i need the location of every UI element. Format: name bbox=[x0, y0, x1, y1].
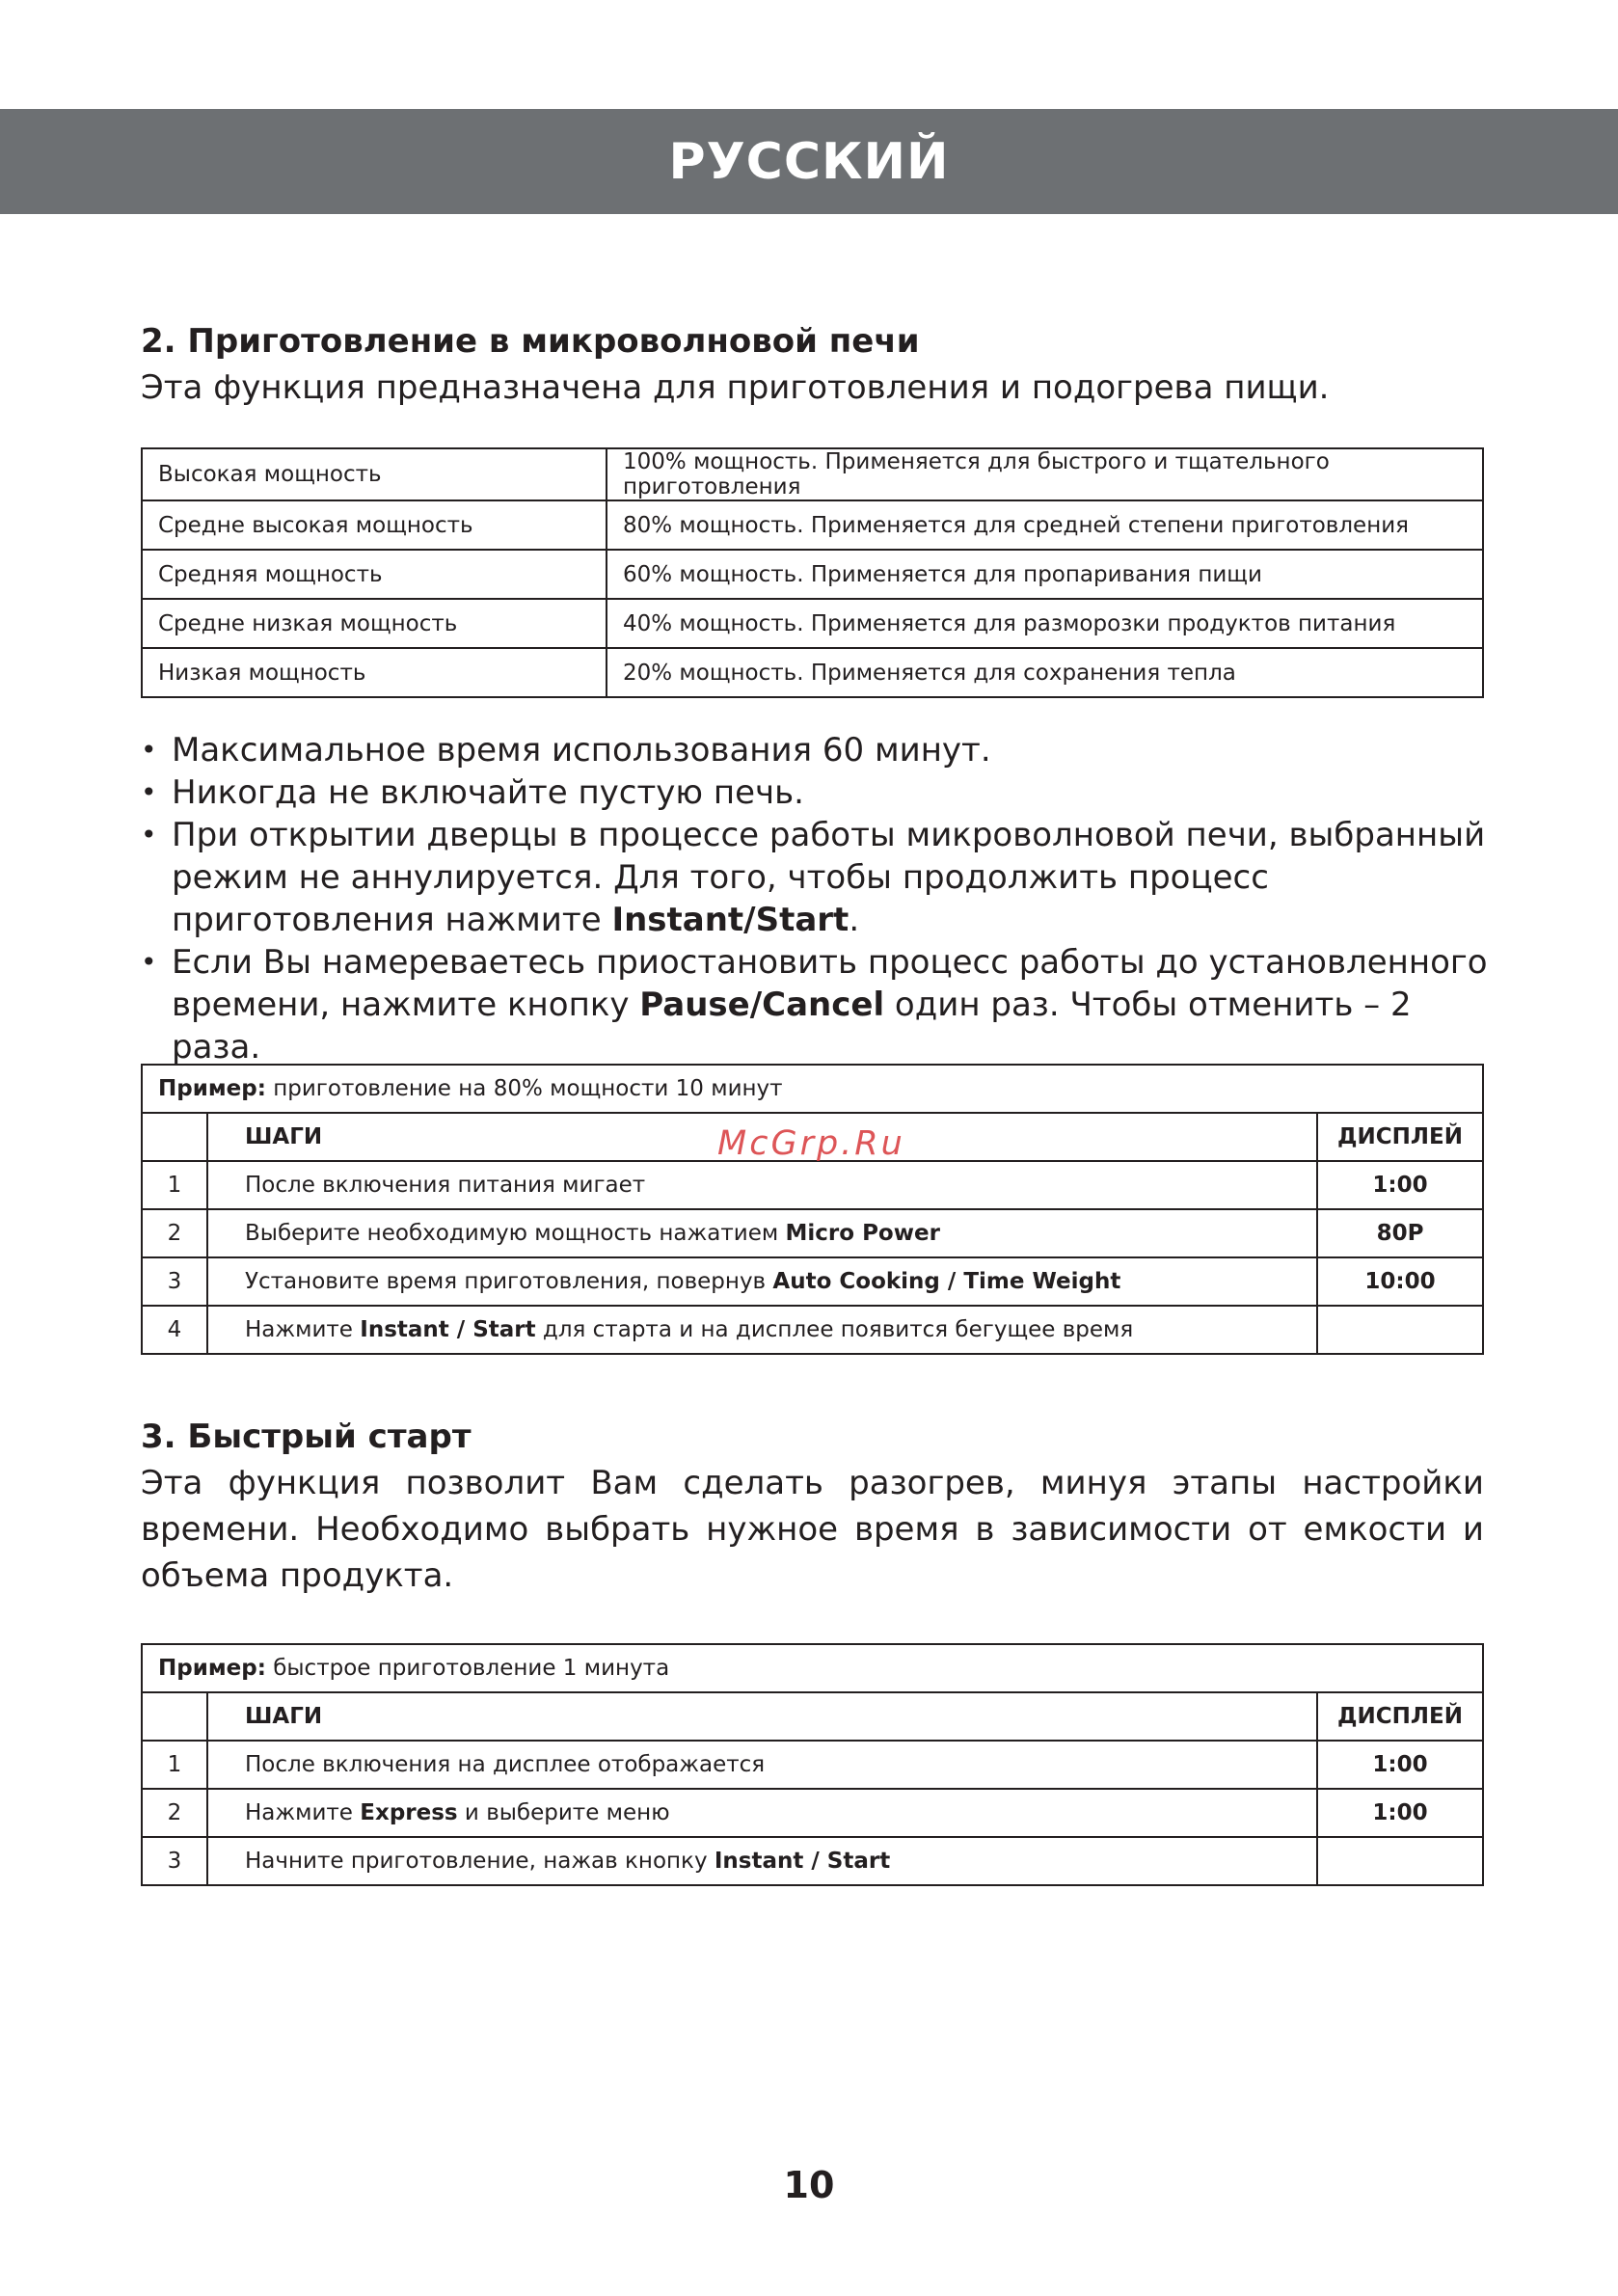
table-row bbox=[142, 1741, 1483, 1789]
table-row bbox=[142, 500, 1483, 550]
step-number: 3 bbox=[142, 1837, 207, 1885]
step-text: Начните приготовление, нажав кнопку Instant / Start bbox=[207, 1837, 1317, 1885]
step-text: Нажмите Instant / Start для старта и на дисплее появится бегущее время bbox=[207, 1306, 1317, 1354]
display-value bbox=[1317, 1306, 1483, 1354]
table-row bbox=[142, 1306, 1483, 1354]
table-row bbox=[142, 1789, 1483, 1837]
power-desc: 60% мощность. Применяется для пропаривания пищи bbox=[607, 550, 1483, 599]
power-name: Низкая мощность bbox=[142, 648, 607, 697]
table-row bbox=[142, 648, 1483, 697]
watermark: McGrp.Ru bbox=[717, 1124, 905, 1163]
step-text: Выберите необходимую мощность нажатием Micro Power bbox=[207, 1209, 1317, 1257]
note-text: При открытии дверцы в процессе работы микроволновой печи, выбранный режим не аннулируется. Для того, чтобы продолжить процесс приготовления нажмите bbox=[172, 816, 1486, 939]
section-title-microwave: 2. Приготовление в микроволновой печи bbox=[141, 322, 920, 361]
note-text: Если Вы намереваетесь приостановить процесс работы до установленного времени, нажмите кнопку bbox=[172, 943, 1488, 1024]
display-value bbox=[1317, 1837, 1483, 1885]
list-item bbox=[141, 814, 1491, 941]
column-header-steps: ШАГИ bbox=[207, 1692, 1317, 1741]
table-row bbox=[142, 1837, 1483, 1885]
step-number: 2 bbox=[142, 1789, 207, 1837]
note-bold: Instant/Start bbox=[611, 901, 849, 939]
table-row bbox=[142, 448, 1483, 500]
power-name: Средняя мощность bbox=[142, 550, 607, 599]
example-table-microwave bbox=[141, 1064, 1484, 1355]
step-text: Нажмите Express и выберите меню bbox=[207, 1789, 1317, 1837]
note-text: Никогда не включайте пустую печь. bbox=[172, 773, 804, 812]
power-desc: 40% мощность. Применяется для разморозки продуктов питания bbox=[607, 599, 1483, 648]
display-value: 10:00 bbox=[1317, 1257, 1483, 1306]
column-header-steps: ШАГИ bbox=[207, 1113, 1317, 1161]
column-header-display: ДИСПЛЕЙ bbox=[1317, 1692, 1483, 1741]
list-item bbox=[141, 771, 1491, 814]
note-bold: Pause/Cancel bbox=[639, 986, 885, 1024]
step-text: Установите время приготовления, повернув Auto Cooking / Time Weight bbox=[207, 1257, 1317, 1306]
language-header: РУССКИЙ bbox=[0, 109, 1618, 214]
power-levels-table bbox=[141, 447, 1484, 698]
table-row bbox=[142, 599, 1483, 648]
list-item bbox=[141, 729, 1491, 771]
section-title-quickstart: 3. Быстрый старт bbox=[141, 1418, 472, 1456]
step-text: После включения питания мигает bbox=[207, 1161, 1317, 1209]
table-row bbox=[142, 1257, 1483, 1306]
display-value: 1:00 bbox=[1317, 1741, 1483, 1789]
power-name: Высокая мощность bbox=[142, 448, 607, 500]
step-number: 1 bbox=[142, 1161, 207, 1209]
step-number: 3 bbox=[142, 1257, 207, 1306]
page-number: 10 bbox=[783, 2164, 835, 2206]
note-text: Максимальное время использования 60 минут. bbox=[172, 731, 991, 770]
example-label: Пример: bbox=[158, 1656, 266, 1681]
note-text: один раз. Чтобы отменить – 2 раза. bbox=[172, 986, 1412, 1067]
example-table-quickstart bbox=[141, 1643, 1484, 1886]
table-row bbox=[142, 550, 1483, 599]
example-caption: приготовление на 80% мощности 10 минут bbox=[265, 1076, 783, 1101]
power-name: Средне высокая мощность bbox=[142, 500, 607, 550]
table-row bbox=[142, 1209, 1483, 1257]
power-desc: 80% мощность. Применяется для средней степени приготовления bbox=[607, 500, 1483, 550]
example-caption: быстрое приготовление 1 минута bbox=[265, 1656, 670, 1681]
display-value: 1:00 bbox=[1317, 1161, 1483, 1209]
table-row bbox=[142, 1161, 1483, 1209]
example-label: Пример: bbox=[158, 1076, 266, 1101]
table-caption-row bbox=[142, 1065, 1483, 1113]
note-text: . bbox=[849, 901, 860, 939]
step-number: 1 bbox=[142, 1741, 207, 1789]
power-desc: 100% мощность. Применяется для быстрого и тщательного приготовления bbox=[607, 448, 1483, 500]
section-intro-quickstart: Эта функция позволит Вам сделать разогрев, минуя этапы настройки времени. Необходимо выбрать нужное время в зависимости от емкости и объема продукта. bbox=[141, 1464, 1484, 1595]
list-item bbox=[141, 941, 1491, 1068]
display-value: 1:00 bbox=[1317, 1789, 1483, 1837]
power-desc: 20% мощность. Применяется для сохранения тепла bbox=[607, 648, 1483, 697]
section-intro-microwave: Эта функция предназначена для приготовления и подогрева пищи. bbox=[141, 368, 1330, 407]
power-name: Средне низкая мощность bbox=[142, 599, 607, 648]
step-number: 2 bbox=[142, 1209, 207, 1257]
display-value: 80P bbox=[1317, 1209, 1483, 1257]
table-header-row bbox=[142, 1692, 1483, 1741]
table-caption-row bbox=[142, 1644, 1483, 1692]
step-number: 4 bbox=[142, 1306, 207, 1354]
step-text: После включения на дисплее отображается bbox=[207, 1741, 1317, 1789]
column-header-display: ДИСПЛЕЙ bbox=[1317, 1113, 1483, 1161]
usage-notes bbox=[141, 729, 1491, 1068]
